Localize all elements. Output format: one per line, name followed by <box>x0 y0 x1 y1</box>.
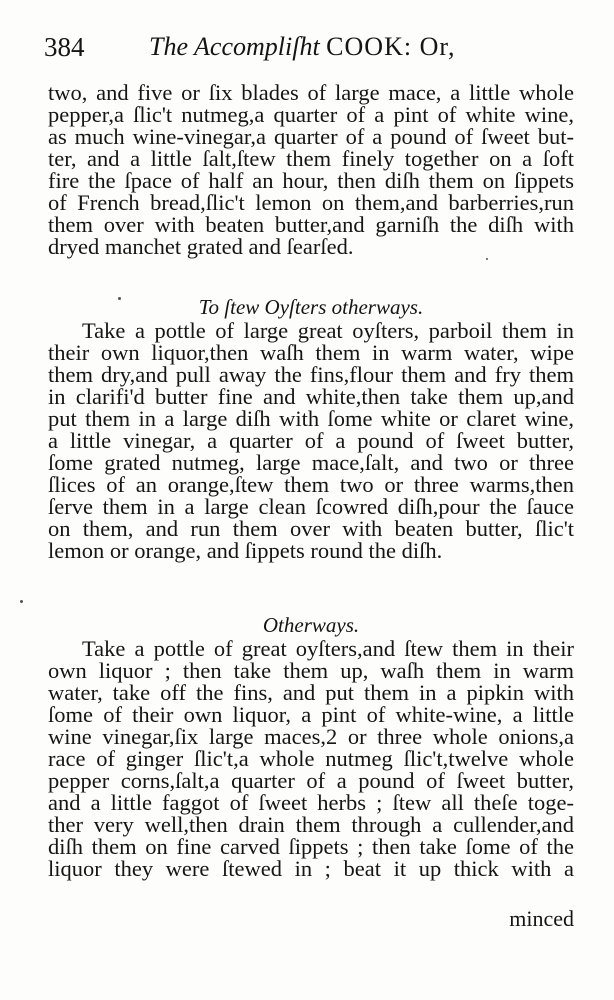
section-heading: Otherways. <box>262 613 360 637</box>
text-line: two, and five or ſix blades of large mace, a little whole <box>48 80 574 105</box>
text-line: in clarifi'd butter fine and white,then take them up,and <box>48 384 574 409</box>
text-line: Take a pottle of great oyſters,and ſtew them in their <box>82 636 574 661</box>
text-line: dryed manchet grated and ſearſed. <box>48 234 354 259</box>
paper-speck <box>118 297 121 300</box>
text-line: their own liquor,then waſh them in warm water, wipe <box>48 340 574 365</box>
text-line: ſlices of an orange,ſtew them two or three warms,then <box>48 472 574 497</box>
text-line: ter, and a little ſalt,ſtew them finely together on a ſoft <box>48 146 574 171</box>
text-line: pepper,a ſlic't nutmeg,a quarter of a pint of white wine, <box>48 102 574 127</box>
running-header <box>44 32 604 72</box>
text-line: pepper corns,ſalt,a quarter of a pound of ſweet butter, <box>48 768 574 793</box>
running-title <box>149 32 455 62</box>
text-line: ſerve them in a large clean ſcowred diſh,pour the ſauce <box>48 494 574 519</box>
text-line: them dry,and pull away the fins,flour them and fry them <box>48 362 574 387</box>
running-title-italic: The Accompliſht <box>149 32 320 61</box>
running-title-caps: COOK: Or, <box>326 32 456 61</box>
text-line: fire the ſpace of half an hour, then diſh them on ſippets <box>48 168 574 193</box>
text-line: ſome of their own liquor, a pint of white-wine, a little <box>48 702 574 727</box>
text-line: ſome grated nutmeg, large mace,ſalt, and two or three <box>48 450 574 475</box>
page-number: 384 <box>44 32 85 62</box>
text-line: wine vinegar,ſix large maces,2 or three whole onions,a <box>48 724 574 749</box>
text-line: on them, and run them over with beaten butter, ſlic't <box>48 516 574 541</box>
text-line: ther very well,then drain them through a cullender,and <box>48 812 574 837</box>
text-line: own liquor ; then take them up, waſh them in warm <box>48 658 574 683</box>
text-line: put them in a large diſh with ſome white or claret wine, <box>48 406 574 431</box>
paper-speck <box>486 258 488 260</box>
text-line: and a little faggot of ſweet herbs ; ſtew all theſe toge- <box>48 790 574 815</box>
text-line: diſh them on fine carved ſippets ; then take ſome of the <box>48 834 574 859</box>
text-line: race of ginger ſlic't,a whole nutmeg ſlic't,twelve whole <box>48 746 574 771</box>
text-line: of French bread,ſlic't lemon on them,and barberries,run <box>48 190 574 215</box>
catchword: minced <box>509 906 574 931</box>
text-line: Take a pottle of large great oyſters, parboil them in <box>82 318 574 343</box>
text-line: them over with beaten butter,and garniſh the diſh with <box>48 212 574 237</box>
text-line: lemon or orange, and ſippets round the diſh. <box>48 538 443 563</box>
text-line: as much wine-vinegar,a quarter of a pound of ſweet but- <box>48 124 574 149</box>
text-line: liquor they were ſtewed in ; beat it up thick with a <box>48 856 574 881</box>
paper-speck <box>20 600 23 603</box>
text-line: a little vinegar, a quarter of a pound of ſweet butter, <box>48 428 574 453</box>
section-heading: To ſtew Oyſters otherways. <box>198 295 424 319</box>
text-line: water, take off the fins, and put them in a pipkin with <box>48 680 574 705</box>
